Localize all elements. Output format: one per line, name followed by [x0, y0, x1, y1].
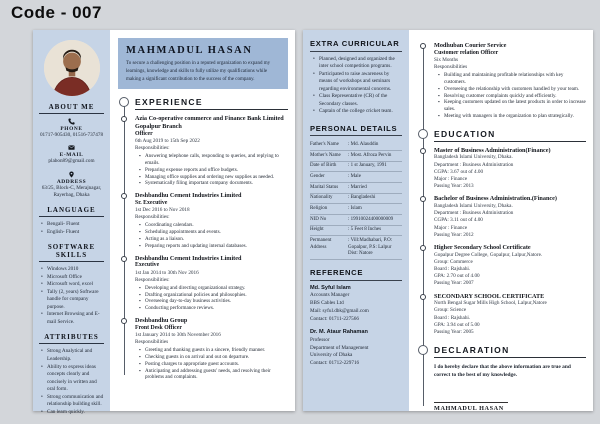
timeline-dot-icon	[420, 294, 426, 300]
personal-detail-row	[310, 183, 402, 194]
detail-label: Religion	[310, 205, 328, 211]
declaration-heading	[423, 345, 586, 358]
reference-line: Contact: 01711-227566	[310, 315, 359, 322]
extra-curricular-item: • Participated to raise awareness by means of workshops and seminars regarding environmental concerns.	[313, 71, 402, 94]
detail-value: : 1 st January, 1991	[348, 163, 402, 170]
software-skill-item: • Microsoft word, excel	[41, 281, 105, 289]
detail-label: Father's Name	[310, 141, 339, 147]
company-name: Deshbandhu Cement Industries Limited	[135, 254, 242, 262]
timeline-dot-icon	[420, 245, 426, 251]
extra-curricular-list	[310, 56, 402, 116]
timeline-node-icon	[119, 97, 129, 107]
responsibilities-label: Responsibilities:	[135, 145, 170, 152]
extra-curricular-heading: EXTRA CURRICULAR	[310, 39, 402, 52]
detail-label: NID No	[310, 216, 327, 222]
detail-value: : Most. Afroza Pervin	[348, 153, 402, 160]
job-title: Customer relation Officer	[434, 49, 499, 56]
degree-detail-line: Gopalpur Degree College, Gopalpur, Lalpur,Natore.	[434, 251, 543, 258]
responsibilities-label: Responsibilities:	[135, 214, 170, 221]
reference-2	[310, 329, 402, 368]
personal-detail-row	[310, 236, 402, 260]
job-title: Officer	[135, 130, 153, 137]
job-period: 1st Jan 2014 to 30th Nov 2016	[135, 269, 199, 276]
attributes-list	[38, 348, 105, 416]
software-skills-heading: SOFTWARE SKILLS	[39, 243, 104, 262]
declaration-block	[423, 363, 586, 412]
attribute-item: • Strong Analytical and Leadership.	[41, 348, 105, 363]
reference-line: Contact: 01712-229716	[310, 360, 360, 367]
responsibility-item: ▪ Acting as a liaison.	[139, 236, 288, 243]
address-label: ADDRESS	[56, 178, 87, 185]
experience-heading	[124, 97, 288, 110]
email-block	[38, 144, 105, 165]
timeline-dot-icon	[420, 148, 426, 154]
degree-detail-line: CGPA: 3.11 out of 4.00	[434, 217, 483, 224]
detail-label: Height	[310, 227, 324, 233]
degree-detail-line: GPA: 2.70 out of 4.00	[434, 273, 480, 280]
email-label: E-MAIL	[59, 152, 84, 159]
detail-value: : Islam	[348, 206, 402, 213]
degree-detail-line: Group: Science	[434, 307, 467, 314]
candidate-name: MAHMADUL HASAN	[126, 45, 253, 56]
reference-name: Md. Syful Islam	[310, 284, 351, 291]
job-period: 1st Dec 2016 to Nov 2018	[135, 207, 190, 214]
attribute-item: • Ability to express ideas concepts clearly and concisely in written and oral form.	[41, 364, 105, 394]
attribute-item: • Can learn quickly.	[41, 409, 105, 417]
company-name: Deshbandhu Group	[135, 316, 188, 324]
personal-detail-row	[310, 162, 402, 173]
page1-main	[110, 30, 295, 411]
personal-detail-row	[310, 215, 402, 226]
timeline-dot-icon	[420, 43, 426, 49]
personal-detail-row	[310, 226, 402, 237]
responsibility-item: ▪ Coordinating calendars.	[139, 222, 288, 229]
responsibility-item: ▪ Conducting performance reviews.	[139, 305, 288, 312]
degree-name: Bachelor of Business Administration.(Finance)	[434, 195, 557, 203]
responsibility-item: ▪ Anticipating and addressing guests' needs, and resolving their problems and complaints.	[139, 368, 288, 382]
language-item: • English- Fluent	[41, 229, 105, 237]
responsibility-item: ▪ Overseeing the relationship with customers handled by your team.	[438, 86, 586, 93]
detail-label: Nationality	[310, 195, 333, 201]
attributes-heading: ATTRIBUTES	[39, 333, 104, 344]
avatar-illustration	[44, 40, 100, 96]
location-pin-icon	[68, 171, 75, 178]
education-item-2	[423, 195, 586, 239]
detail-label: Gender	[310, 173, 325, 179]
address-value: 63/25, Block-C, Merajnagar, Rayerbag, Dhaka	[41, 184, 102, 198]
detail-label: Permanent Address	[310, 238, 332, 250]
degree-detail-line: Passing Year: 2007	[434, 280, 474, 287]
reference-name: Dr. M. Ataur Rahaman	[310, 329, 368, 336]
responsibilities-label: Responsibilities	[434, 64, 468, 71]
page2-timeline	[423, 42, 586, 412]
page1-sidebar	[33, 30, 110, 415]
company-name: Azia Co-operative commerce and Finance Bank Limited Gopalpur Branch	[135, 115, 284, 130]
degree-detail-line: Major : Finance	[434, 175, 468, 182]
personal-detail-row	[310, 151, 402, 162]
email-icon	[68, 144, 75, 151]
company-name: Modhuban Courier Service	[434, 42, 507, 49]
degree-detail-line: Passing Year: 2005	[434, 328, 474, 335]
signature-line	[434, 402, 508, 403]
reference-line: Professor	[310, 336, 330, 343]
template-code-label: Code - 007	[11, 3, 102, 22]
personal-detail-row	[310, 140, 402, 151]
education-item-1	[423, 147, 586, 191]
reference-line: BBS Cables Ltd	[310, 299, 344, 306]
responsibility-item: ▪ Systematically filing important company documents.	[139, 180, 288, 187]
company-name: Deshbandhu Cement Industries Limited	[135, 192, 242, 200]
email-value: plabon89@gmail.com	[48, 158, 95, 165]
degree-details	[434, 203, 586, 239]
reference-1	[310, 285, 402, 324]
timeline-dot-icon	[121, 193, 127, 199]
extra-curricular-item: • Captain of the college cricket team.	[313, 108, 402, 116]
degree-detail-line: Department : Business Administration	[434, 161, 514, 168]
reference-line: Mail: syful.dbk@gmail.com	[310, 307, 369, 314]
degree-detail-line: Bangladesh Islami University, Dhaka.	[434, 203, 513, 210]
name-header	[118, 38, 288, 89]
responsibility-list	[135, 153, 288, 187]
experience-item-3	[124, 255, 288, 312]
experience-item-4	[124, 317, 288, 381]
job-period: 6th Aug 2019 to 15th Sep 2022	[135, 138, 200, 145]
responsibility-item: ▪ Managing office supplies and ordering new supplies as needed.	[139, 174, 288, 181]
responsibility-list	[135, 347, 288, 381]
personal-detail-row	[310, 172, 402, 183]
phone-label: PHONE	[60, 126, 83, 132]
software-skills-list	[38, 266, 105, 326]
detail-value: : 19910024400000009	[348, 217, 402, 224]
job-title: Executive	[135, 262, 160, 269]
resume-page-2	[303, 30, 593, 411]
detail-label: Marital Status	[310, 184, 339, 190]
degree-detail-line: Department : Business Administration	[434, 210, 514, 217]
experience-item-5	[423, 42, 586, 120]
phone-icon	[68, 118, 75, 125]
job-title: Front Desk Officer	[135, 324, 182, 331]
responsibility-item: ▪ Preparing expense reports and office budgets.	[139, 167, 288, 174]
responsibilities-label: Responsibilities	[135, 339, 169, 346]
page2-sidebar	[303, 30, 409, 411]
job-period: Six Months	[434, 57, 459, 64]
signature-name: MAHMADUL HASAN	[434, 405, 504, 413]
software-skill-item: • Internet Browsing and E-mail Service.	[41, 311, 105, 326]
responsibility-item: ▪ Checking guests in on arrival and out on departure.	[139, 354, 288, 361]
objective-text: To secure a challenging position in a reputed organization to expand my learnings, knowledge and skills to fully utilize my qualifications while making a significant contribution to the success of the company.	[126, 61, 271, 82]
responsibility-item: ▪ Drafting organizational policies and philosophies.	[139, 292, 288, 299]
attribute-item: • Strong communication and relationship building skill.	[41, 394, 105, 409]
degree-name: Higher Secondary School Certificate	[434, 243, 531, 251]
experience-section	[124, 97, 288, 381]
job-title: Sr. Executive	[135, 199, 168, 206]
extra-curricular-item: • Class Representative (CR) of the Secondary classes.	[313, 93, 402, 108]
resume-page-1	[33, 30, 295, 415]
personal-detail-row	[310, 204, 402, 215]
detail-value: : Vill:Madhabari, P.O: Gopalpur, P.S: Lalpur Dist: Natore	[348, 238, 402, 258]
degree-detail-line: Passing Year: 2013	[434, 183, 474, 190]
responsibility-item: ▪ Building and maintaining profitable relationships with key customers.	[438, 72, 586, 86]
reference-line: Department of Management	[310, 344, 369, 351]
personal-details-heading: PERSONAL DETAILS	[310, 124, 402, 137]
responsibility-item: ▪ Keeping customers updated on the latest products in order to increase sales.	[438, 99, 586, 113]
timeline-dot-icon	[121, 116, 127, 122]
signature-block	[434, 402, 586, 413]
responsibility-list	[434, 72, 586, 119]
responsibility-item: ▪ Greeting and thanking guests in a sincere, friendly manner.	[139, 347, 288, 354]
degree-detail-line: CGPA: 3.67 out of 4.00	[434, 168, 484, 175]
responsibility-item: ▪ Developing and directing organizational strategy.	[139, 285, 288, 292]
job-period: 1st January 2014 to 30th November 2016	[135, 332, 221, 339]
degree-detail-line: GPA: 3.94 out of 5.00	[434, 321, 480, 328]
language-item: • Bengali- Fluent	[41, 221, 105, 229]
language-list	[38, 221, 105, 236]
about-me-heading: ABOUT ME	[39, 103, 104, 114]
degree-detail-line: Passing Year: 2012	[434, 231, 474, 238]
detail-value: : Md. Alauddin	[348, 142, 402, 149]
experience-title: EXPERIENCE	[135, 97, 288, 110]
education-item-3	[423, 244, 586, 288]
detail-value: : Married	[348, 185, 402, 192]
degree-detail-line: Group: Commerce	[434, 258, 473, 265]
degree-name: SECONDARY SCHOOL CERTIFICATE	[434, 292, 545, 300]
detail-label: Mother's Name	[310, 152, 341, 158]
degree-name: Master of Business Administration(Finance)	[434, 146, 551, 154]
extra-curricular-item: • Planned, designed and organized the inter school competition programs.	[313, 56, 402, 71]
education-heading	[423, 129, 586, 142]
timeline-dot-icon	[121, 256, 127, 262]
education-title: EDUCATION	[434, 129, 586, 142]
degree-detail-line: Major : Finance	[434, 224, 468, 231]
timeline-dot-icon	[121, 318, 127, 324]
degree-detail-line: Bangladesh Islami University, Dhaka.	[434, 154, 513, 161]
degree-detail-line: North Bengal Sugar Mills High School, Lalpur,Natore	[434, 300, 547, 307]
degree-detail-line: Board : Rajshahi.	[434, 314, 471, 321]
detail-value: : Male	[348, 174, 402, 181]
responsibility-item: ▪ Overseeing day-to-day business activities.	[139, 298, 288, 305]
declaration-title: DECLARATION	[434, 345, 586, 358]
degree-detail-line: Board : Rajshahi.	[434, 265, 471, 272]
reference-line: University of Dhaka	[310, 352, 353, 359]
phone-value: 01717-905430, 01516-737478	[39, 132, 104, 138]
declaration-text: I do hereby declare that the above information are true and correct to the best of my knowledge.	[434, 364, 571, 379]
degree-details	[434, 154, 586, 190]
software-skill-item: • Tally (2, years) Software handle for company purpose.	[41, 289, 105, 312]
page2-main	[409, 30, 593, 411]
detail-value: : Bangladeshi	[348, 195, 402, 202]
responsibility-list	[135, 222, 288, 249]
software-skill-item: • Microsoft Office	[41, 274, 105, 282]
reference-line: Accounts Manager	[310, 292, 350, 299]
timeline-node-icon	[418, 129, 428, 139]
responsibilities-label: Responsibilities:	[135, 276, 170, 283]
detail-label: Date of Birth	[310, 163, 337, 169]
phone-block	[38, 118, 105, 139]
responsibility-item: ▪ Posting charges to appropriate guest accounts.	[139, 361, 288, 368]
language-heading: LANGUAGE	[39, 206, 104, 217]
responsibility-item: ▪ Resolving customer complaints quickly and efficiently.	[438, 93, 586, 100]
experience-item-1	[124, 115, 288, 187]
personal-detail-row	[310, 194, 402, 205]
personal-details-table	[310, 140, 402, 260]
responsibility-item: ▪ Preparing reports and updating internal databases.	[139, 243, 288, 250]
responsibility-item: ▪ Scheduling appointments and events.	[139, 229, 288, 236]
responsibility-item: ▪ Answering telephone calls, responding to queries, and replying to emails.	[139, 153, 288, 167]
software-skill-item: • Windows 2010	[41, 266, 105, 274]
detail-value: : 5 Feet 8 Inches	[348, 227, 402, 234]
timeline-dot-icon	[420, 196, 426, 202]
degree-details	[434, 300, 586, 336]
reference-heading: REFERENCE	[310, 268, 402, 281]
responsibility-list	[135, 285, 288, 312]
degree-details	[434, 252, 586, 288]
address-block	[38, 171, 105, 200]
responsibility-item: ▪ Meeting with managers in the organization to plan strategically.	[438, 113, 586, 120]
reference-details	[310, 292, 402, 323]
reference-details	[310, 337, 402, 368]
timeline-node-icon	[418, 345, 428, 355]
experience-item-2	[124, 192, 288, 249]
education-item-4	[423, 293, 586, 337]
profile-photo	[44, 40, 100, 96]
